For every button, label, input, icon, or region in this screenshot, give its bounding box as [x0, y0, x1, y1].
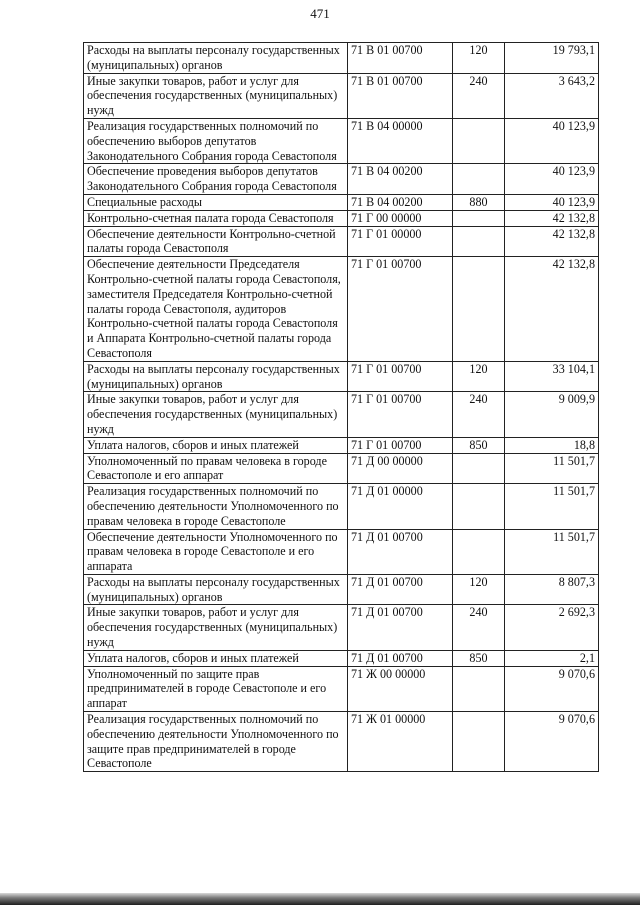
table-row [84, 210, 599, 226]
amount-cell: 2 692,3 [505, 605, 599, 650]
expense-name-cell: Реализация государственных полномочий по обеспечению деятельности Уполномоченного по правам человека в городе Севастополе [84, 484, 348, 529]
expense-type-cell: 120 [453, 361, 505, 392]
amount-cell: 9 070,6 [505, 666, 599, 711]
page-number: 471 [310, 6, 330, 21]
amount-cell: 40 123,9 [505, 164, 599, 195]
expense-type-cell [453, 164, 505, 195]
expense-name-cell: Уплата налогов, сборов и иных платежей [84, 650, 348, 666]
table-row [84, 392, 599, 437]
table-row [84, 484, 599, 529]
amount-cell: 8 807,3 [505, 574, 599, 605]
table-row [84, 605, 599, 650]
amount-cell: 11 501,7 [505, 484, 599, 529]
table-row [84, 650, 599, 666]
expense-type-cell [453, 484, 505, 529]
amount-cell: 40 123,9 [505, 118, 599, 163]
target-article-code-cell: 71 Ж 01 00000 [348, 712, 453, 772]
amount-cell: 19 793,1 [505, 43, 599, 74]
amount-cell: 9 009,9 [505, 392, 599, 437]
expense-name-cell: Иные закупки товаров, работ и услуг для обеспечения государственных (муниципальных) нужд [84, 605, 348, 650]
target-article-code-cell: 71 В 04 00200 [348, 194, 453, 210]
target-article-code-cell: 71 В 04 00000 [348, 118, 453, 163]
target-article-code-cell: 71 Д 01 00700 [348, 529, 453, 574]
target-article-code-cell: 71 Г 01 00700 [348, 437, 453, 453]
amount-cell: 40 123,9 [505, 194, 599, 210]
expense-name-cell: Иные закупки товаров, работ и услуг для обеспечения государственных (муниципальных) нужд [84, 392, 348, 437]
amount-cell: 3 643,2 [505, 73, 599, 118]
expense-name-cell: Уполномоченный по защите прав предпринимателей в городе Севастополе и его аппарат [84, 666, 348, 711]
table-row [84, 666, 599, 711]
expense-name-cell: Уполномоченный по правам человека в городе Севастополе и его аппарат [84, 453, 348, 484]
budget-table [83, 42, 599, 772]
expense-type-cell [453, 666, 505, 711]
target-article-code-cell: 71 Г 01 00700 [348, 361, 453, 392]
target-article-code-cell: 71 Г 00 00000 [348, 210, 453, 226]
amount-cell: 18,8 [505, 437, 599, 453]
amount-cell: 33 104,1 [505, 361, 599, 392]
expense-type-cell: 850 [453, 650, 505, 666]
target-article-code-cell: 71 Г 01 00700 [348, 392, 453, 437]
expense-name-cell: Расходы на выплаты персоналу государственных (муниципальных) органов [84, 574, 348, 605]
target-article-code-cell: 71 Г 01 00000 [348, 226, 453, 257]
table-row [84, 118, 599, 163]
expense-type-cell: 120 [453, 43, 505, 74]
expense-type-cell: 850 [453, 437, 505, 453]
table-row [84, 43, 599, 74]
expense-type-cell [453, 529, 505, 574]
amount-cell: 9 070,6 [505, 712, 599, 772]
table-row [84, 164, 599, 195]
expense-name-cell: Расходы на выплаты персоналу государственных (муниципальных) органов [84, 43, 348, 74]
amount-cell: 2,1 [505, 650, 599, 666]
expense-type-cell: 120 [453, 574, 505, 605]
target-article-code-cell: 71 В 04 00200 [348, 164, 453, 195]
table-row [84, 226, 599, 257]
expense-type-cell: 880 [453, 194, 505, 210]
amount-cell: 42 132,8 [505, 226, 599, 257]
expense-type-cell [453, 257, 505, 362]
amount-cell: 11 501,7 [505, 453, 599, 484]
table-row [84, 437, 599, 453]
target-article-code-cell: 71 Ж 00 00000 [348, 666, 453, 711]
expense-name-cell: Обеспечение деятельности Председателя Контрольно-счетной палаты города Севастополя, заместителя Председателя Контрольно-счетной палаты города Севастополя, аудиторов Контрольно-счетной палаты города Севастополя и Аппарата Контрольно-счетной палаты города Севастополя [84, 257, 348, 362]
expense-name-cell: Обеспечение деятельности Уполномоченного по правам человека в городе Севастополе и его аппарата [84, 529, 348, 574]
target-article-code-cell: 71 Д 01 00700 [348, 605, 453, 650]
expense-name-cell: Контрольно-счетная палата города Севастополя [84, 210, 348, 226]
table-row [84, 453, 599, 484]
expense-type-cell [453, 453, 505, 484]
expense-name-cell: Реализация государственных полномочий по обеспечению выборов депутатов Законодательного Собрания города Севастополя [84, 118, 348, 163]
target-article-code-cell: 71 В 01 00700 [348, 43, 453, 74]
table-row [84, 361, 599, 392]
expense-name-cell: Расходы на выплаты персоналу государственных (муниципальных) органов [84, 361, 348, 392]
table-row [84, 73, 599, 118]
expense-name-cell: Иные закупки товаров, работ и услуг для обеспечения государственных (муниципальных) нужд [84, 73, 348, 118]
table-row [84, 194, 599, 210]
target-article-code-cell: 71 В 01 00700 [348, 73, 453, 118]
scan-edge [0, 893, 640, 905]
expense-name-cell: Обеспечение деятельности Контрольно-счетной палаты города Севастополя [84, 226, 348, 257]
amount-cell: 11 501,7 [505, 529, 599, 574]
expense-type-cell [453, 118, 505, 163]
expense-type-cell [453, 226, 505, 257]
expense-name-cell: Уплата налогов, сборов и иных платежей [84, 437, 348, 453]
expense-name-cell: Реализация государственных полномочий по обеспечению деятельности Уполномоченного по защите прав предпринимателей в городе Севастополе [84, 712, 348, 772]
expense-name-cell: Обеспечение проведения выборов депутатов Законодательного Собрания города Севастополя [84, 164, 348, 195]
target-article-code-cell: 71 Д 01 00700 [348, 574, 453, 605]
expense-type-cell: 240 [453, 605, 505, 650]
table-row [84, 712, 599, 772]
amount-cell: 42 132,8 [505, 257, 599, 362]
table-row [84, 574, 599, 605]
target-article-code-cell: 71 Д 01 00700 [348, 650, 453, 666]
budget-table-body [84, 43, 599, 772]
expense-type-cell [453, 712, 505, 772]
expense-type-cell: 240 [453, 392, 505, 437]
table-row [84, 257, 599, 362]
expense-name-cell: Специальные расходы [84, 194, 348, 210]
expense-type-cell [453, 210, 505, 226]
target-article-code-cell: 71 Г 01 00700 [348, 257, 453, 362]
target-article-code-cell: 71 Д 01 00000 [348, 484, 453, 529]
expense-type-cell: 240 [453, 73, 505, 118]
target-article-code-cell: 71 Д 00 00000 [348, 453, 453, 484]
table-row [84, 529, 599, 574]
amount-cell: 42 132,8 [505, 210, 599, 226]
